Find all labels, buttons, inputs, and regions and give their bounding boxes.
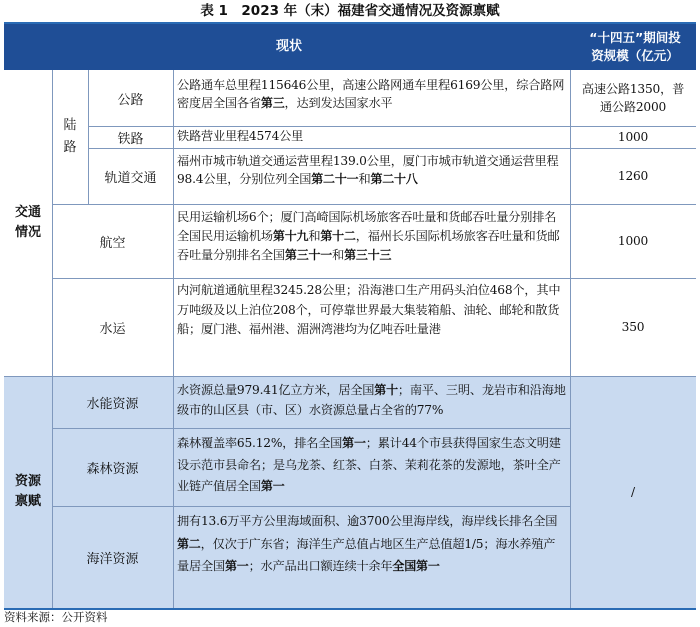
body-text: 内河航道通航里程3245.28公里；沿海港口生产用码头泊位468个，其中万吨级及以上泊位208个，可停靠世界最大集装箱船、油轮、邮轮和散货船；厦门港、福州港、湄洲湾港均为亿吨吞吐量港 <box>177 283 561 336</box>
water-content <box>173 278 570 376</box>
emphasis-text: 第二十八 <box>370 171 418 186</box>
road-investment-line2: 通公路2000 <box>599 100 667 114</box>
grid-line <box>4 376 696 377</box>
section-resources-label <box>4 376 52 608</box>
grid-line <box>52 204 696 205</box>
grid-line <box>52 70 53 608</box>
section-transport-label-line1: 交通 <box>14 205 41 220</box>
ocean-content <box>173 506 570 608</box>
emphasis-text: 第二十一 <box>311 171 359 186</box>
grid-line <box>88 126 696 127</box>
table-header <box>4 24 696 70</box>
water-investment: 350 <box>621 320 645 335</box>
water-label: 水运 <box>99 321 126 337</box>
forest-label: 森林资源 <box>86 461 139 477</box>
road-label: 公路 <box>117 92 144 108</box>
body-text: ；累计44个市县获得国家生态文明建设示范市县命名；是乌龙茶、红茶、白茶、茉莉花茶的发源地，茶叶全产业链产值居全国 <box>177 436 561 493</box>
body-text: 福州市城市轨道交通运营里程139.0公里，厦门市城市轨道交通运营里程98.4公里，分别位列全国 <box>177 154 559 186</box>
body-text: 森林覆盖率65.12%，排名全国 <box>177 436 343 450</box>
hydro-content <box>173 376 570 428</box>
body-text: 公路通车总里程115646公里，高速公路网通车里程6169公里，综合路网密度居全国各省 <box>177 78 565 110</box>
emphasis-text: 第十九 <box>272 229 309 243</box>
body-text: ；南平、三明、龙岩市和沿海地级市的山区县（市、区）水资源总量占全省的77% <box>177 383 566 417</box>
emphasis-text: 第三十三 <box>344 248 392 262</box>
body-text: 和 <box>332 248 345 262</box>
emphasis-text: 第一 <box>260 479 285 493</box>
emphasis-text: 第十 <box>374 383 398 397</box>
emphasis-text: 第三 <box>260 95 285 110</box>
forest-content <box>173 428 570 506</box>
source-note: 资料来源：公开资料 <box>4 610 108 624</box>
grid-line <box>173 70 174 608</box>
hydro-label: 水能资源 <box>86 396 139 412</box>
emphasis-text: 第一 <box>224 559 249 573</box>
grid-line <box>52 428 570 429</box>
body-text: 水资源总量979.41亿立方米，居全国 <box>177 383 375 397</box>
body-text: 和 <box>308 229 321 243</box>
rail-content: 铁路营业里程4574公里 <box>177 129 304 143</box>
header-current-status: 现状 <box>275 39 302 54</box>
road-content <box>173 71 570 126</box>
rail-label: 铁路 <box>117 131 144 147</box>
section-transport-label-line2: 情况 <box>14 225 41 240</box>
road-investment <box>570 70 696 126</box>
rail-investment: 1000 <box>617 130 649 145</box>
air-content <box>173 204 570 278</box>
grid-line <box>88 70 89 204</box>
grid-line <box>570 70 571 608</box>
section-resources-label-line2: 禀赋 <box>14 494 41 509</box>
road-investment-line1: 高速公路1350，普 <box>581 82 685 97</box>
grid-line <box>88 148 696 149</box>
body-text: ，仅次于广东省；海洋生产总值占地区生产总值超1/5；海水养殖产量居全国 <box>177 536 556 573</box>
body-text: ，福州长乐国际机场旅客吞吐量和货邮吞吐量分别排名全国 <box>177 229 560 262</box>
air-investment: 1000 <box>617 234 649 249</box>
emphasis-text: 全国第一 <box>392 559 440 573</box>
grid-line <box>52 506 570 507</box>
emphasis-text: 第一 <box>342 436 366 450</box>
table-title: 表 1 2023 年（末）福建省交通情况及资源禀赋 <box>200 3 500 19</box>
section-resources-label-line1: 资源 <box>14 474 41 489</box>
emphasis-text: 第三十一 <box>284 248 333 262</box>
land-label <box>52 70 88 204</box>
ocean-label: 海洋资源 <box>86 551 139 567</box>
body-text: 和 <box>358 171 371 186</box>
land-label-char2: 路 <box>63 140 77 155</box>
metro-label: 轨道交通 <box>104 170 157 186</box>
body-text: ；水产品出口额连续十余年 <box>248 559 393 573</box>
emphasis-text: 第十二 <box>320 229 356 243</box>
header-investment-line2: 资规模（亿元） <box>591 48 679 63</box>
emphasis-text: 第二 <box>177 536 201 551</box>
grid-line <box>52 278 696 279</box>
metro-investment: 1260 <box>617 169 649 184</box>
header-investment <box>574 29 696 65</box>
body-text: 民用运输机场6个；厦门高崎国际机场旅客吞吐量和货邮吞吐量分别排名全国民用运输机场 <box>177 210 557 243</box>
land-label-char1: 陆 <box>63 118 77 133</box>
metro-content <box>173 148 570 204</box>
body-text: 拥有13.6万平方公里海域面积、逾3700公里海岸线，海岸线长排名全国 <box>177 514 558 528</box>
body-text: ，达到发达国家水平 <box>284 95 393 110</box>
air-label: 航空 <box>99 235 126 251</box>
header-investment-line1: “十四五”期间投 <box>589 30 681 45</box>
resources-investment: / <box>631 485 635 500</box>
section-transport-label <box>4 70 52 376</box>
